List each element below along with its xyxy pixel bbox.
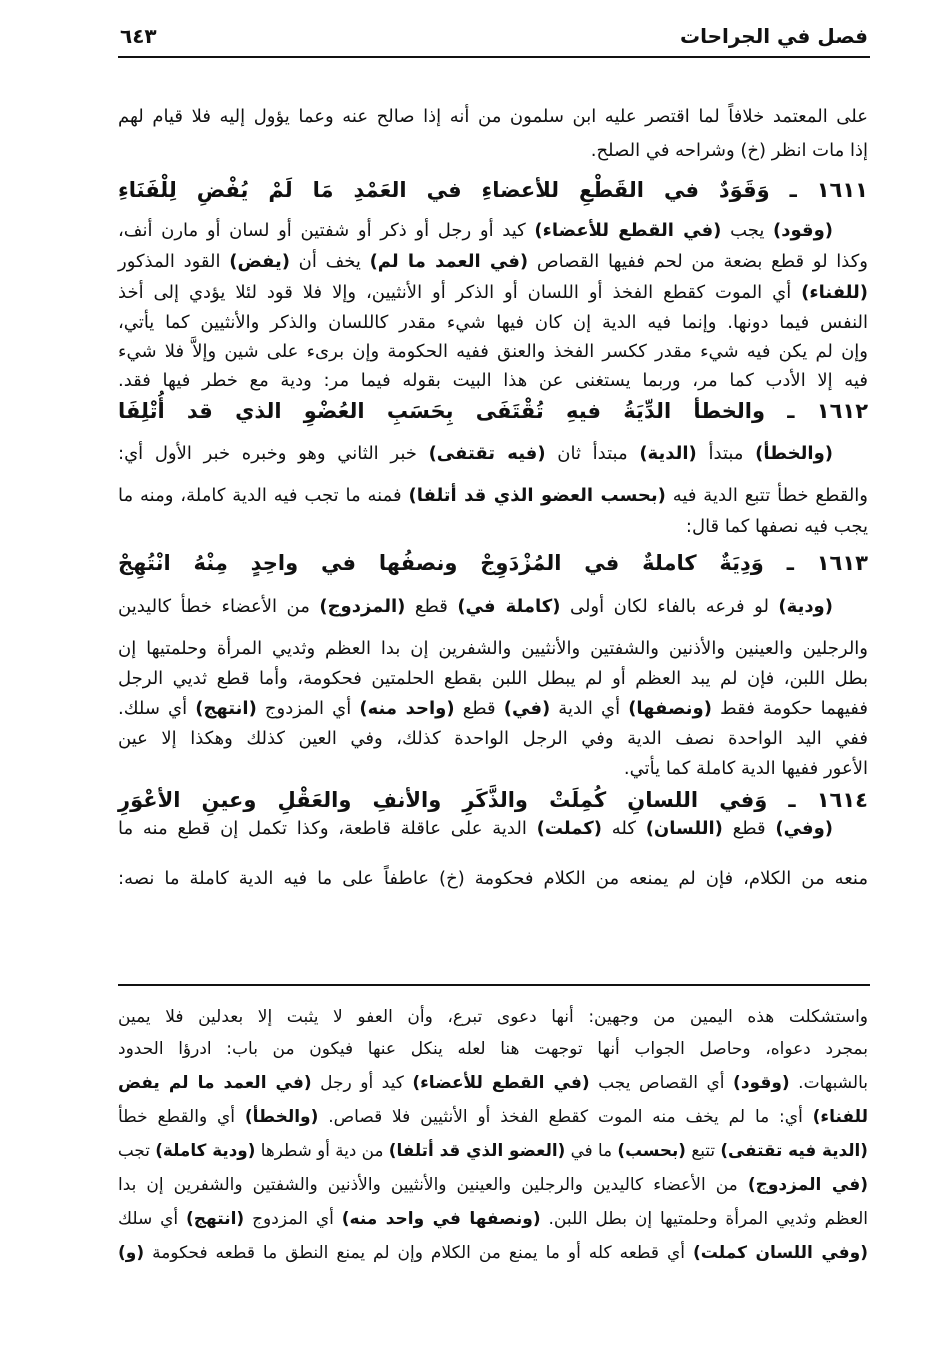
bold-phrase: (كملت) xyxy=(536,818,602,839)
bold-phrase: (في) xyxy=(503,698,551,719)
bold-phrase: بِحَسَبِ العُضْوِ الذي قد أُتْلِفَا xyxy=(118,399,454,423)
text-line xyxy=(118,338,868,366)
line-content xyxy=(686,513,868,541)
text-run: بمجرد دعواه، وحاصل الجواب أنها توجهت هنا لعله ينكل عنها فيكون من باب: ادرؤا الحدود xyxy=(118,1039,868,1059)
footnote-line xyxy=(118,1069,868,1097)
text-run: فيه إلا الأدب كما مر، وربما يستغنى عن هذا البيت بقوله فيما مر: ودية مع خطر فيها فقد. xyxy=(118,370,868,391)
text-run: القود المذكور xyxy=(118,251,230,272)
footnote-line xyxy=(118,1137,868,1165)
text-line xyxy=(118,137,868,165)
line-content xyxy=(591,137,868,165)
bold-phrase: (يفض) xyxy=(229,251,290,272)
footnote-line xyxy=(118,1003,868,1031)
text-run: أي سلك. xyxy=(118,698,196,719)
line-content xyxy=(118,440,833,468)
text-run: النفس فيما دونها. وإنما فيه الدية إن كان فيها شيء مقدر كاللسان والذكر والأنثيين كما يأتي، xyxy=(118,312,868,333)
text-run: على المعتمد خلافاً لما اقتصر عليه ابن سلمون من أنه إذا صالح عنه وعما يؤول إليه فلا قيام لهم xyxy=(118,106,868,127)
text-run: مبتدأ ثان xyxy=(545,443,640,464)
text-line xyxy=(118,665,868,693)
text-run: إذا مات انظر (خ) وشراحه في الصلح. xyxy=(590,140,868,161)
line-content xyxy=(118,725,868,753)
bold-phrase: (واحد منه) xyxy=(359,698,455,719)
line-content xyxy=(624,755,868,783)
text-line xyxy=(118,103,868,131)
bold-phrase: (وفي اللسان كملت) xyxy=(693,1243,868,1263)
text-run: تجب xyxy=(118,1141,156,1161)
text-run: أي والقطع خطأ xyxy=(118,1107,245,1127)
line-content xyxy=(118,248,868,276)
text-run: فمنه ما تجب فيه الدية كاملة، ومنه ما xyxy=(118,485,409,506)
text-run: بالشبهات. xyxy=(789,1073,868,1093)
text-run: ففيهما حكومة فقط xyxy=(711,698,868,719)
line-content xyxy=(118,1103,868,1131)
bold-phrase: (انتهج) xyxy=(195,698,257,719)
bold-phrase: (ودية) xyxy=(778,596,833,617)
text-run: لو فرعه بالفاء لكان أولى xyxy=(560,596,779,617)
bold-phrase: (ونصفها) xyxy=(628,698,712,719)
bold-phrase: ١٦١٢ ـ والخطأ الدِّيَةُ فيهِ تُقْتَفَى xyxy=(475,399,869,423)
line-content xyxy=(118,1003,868,1031)
bold-phrase: (الدية فيه تقتفى) xyxy=(720,1141,868,1161)
page-number: ٦٤٣ xyxy=(120,24,157,48)
text-run: يجب xyxy=(721,220,774,241)
line-content xyxy=(118,309,868,337)
bold-phrase: ١٦١١ ـ وَقَوَدٌ في القَطْعِ للأعضاءِ xyxy=(481,178,869,202)
line-content xyxy=(118,1205,868,1233)
bold-phrase: (والخطأ) xyxy=(244,1107,319,1127)
bold-phrase: ١٦١٣ ـ وَدِيَةٌ كاملةٌ في المُزْدَوِجْ xyxy=(480,551,869,575)
bold-phrase: (العضو الذي قد أتلفا) xyxy=(388,1141,566,1161)
bold-phrase: (فيه تقتفى) xyxy=(428,443,546,464)
line-content xyxy=(118,1137,868,1165)
text-run: من دية أو شطرها xyxy=(255,1141,389,1161)
verse-line xyxy=(118,548,868,578)
bold-phrase: (والخطأ) xyxy=(755,443,833,464)
line-content xyxy=(118,175,868,205)
text-run: والقطع خطأ تتبع الدية فيه xyxy=(665,485,868,506)
bold-phrase: (انتهج) xyxy=(186,1209,245,1229)
text-run: ما في xyxy=(565,1141,618,1161)
bold-phrase: (للفناء) xyxy=(801,282,868,303)
text-run: كله xyxy=(602,818,646,839)
line-content xyxy=(118,865,868,893)
bold-phrase: ونصفُها في واحِدٍ مِنْهُ انْتُهِجْ xyxy=(118,551,458,575)
text-line xyxy=(118,755,868,783)
text-line xyxy=(118,309,868,337)
line-content xyxy=(118,217,833,245)
line-content xyxy=(118,1035,868,1063)
text-run xyxy=(454,399,476,423)
bold-phrase: (ودية كاملة) xyxy=(155,1141,256,1161)
text-line xyxy=(118,248,868,276)
text-run: يخف أن xyxy=(289,251,370,272)
bold-phrase: (اللسان) xyxy=(645,818,723,839)
text-run: منعه من الكلام، فإن لم يمنعه من الكلام فحكومة (خ) عاطفاً على ما فيه الدية كاملة ما نصه: xyxy=(118,868,868,889)
footnote-line xyxy=(118,1205,868,1233)
text-run: العظم وثديي المرأة وحلمتيها إن بطل اللبن. xyxy=(540,1209,868,1229)
text-line xyxy=(118,217,833,245)
text-run: تتبع xyxy=(686,1141,721,1161)
bold-phrase: (ونصفها في واحد منه) xyxy=(341,1209,541,1229)
line-content xyxy=(118,482,868,510)
text-run: أي قطعه كله أو ما يمنع من الكلام وإن لم يمنع النطق ما قطعه فحكومة xyxy=(144,1243,693,1263)
text-line xyxy=(118,725,868,753)
bold-phrase: (في العمد ما لم) xyxy=(369,251,529,272)
text-run: من الأعضاء خطأ كاليدين xyxy=(118,596,320,617)
footnote-line xyxy=(118,1035,868,1063)
text-run xyxy=(462,178,482,202)
text-line xyxy=(118,695,868,723)
footnote-line xyxy=(118,1103,868,1131)
line-content xyxy=(118,1239,868,1267)
text-line xyxy=(118,815,833,843)
text-run: وكذا لو قطع بضعة من لحم ففيها القصاص xyxy=(528,251,868,272)
text-run: أي القصاص يجب xyxy=(589,1073,734,1093)
bold-phrase: (في القطع للأعضاء) xyxy=(534,220,722,241)
line-content xyxy=(118,593,833,621)
text-run: الدية على عاقلة قاطعة، وكذا تكمل إن قطع منه ما xyxy=(118,818,537,839)
text-run: خبر الثاني وهو وخبره خبر الأول أي: xyxy=(118,443,429,464)
line-content xyxy=(118,635,868,663)
bold-phrase: (وفي) xyxy=(775,818,833,839)
bold-phrase: (بحسب العضو الذي قد أتلفا) xyxy=(408,485,666,506)
text-run: بطل اللبن، فإن لم يبد العظم أو لم يبطل اللبن بقطع الحلمتين فحكومة، وأما قطع ثديي الرجل xyxy=(118,668,868,689)
text-run xyxy=(457,551,480,575)
text-run: أي الموت كقطع الفخذ أو اللسان أو الذكر أو الأنثيين، وإلا فلا قود لئلا يؤدي إلى أخذ xyxy=(118,282,802,303)
text-run: يجب فيه نصفها كما قال: xyxy=(685,516,868,537)
text-run: أي المزدوج xyxy=(244,1209,342,1229)
line-content xyxy=(118,1171,868,1199)
line-content xyxy=(118,815,833,843)
text-run: مبتدأ xyxy=(696,443,756,464)
line-content xyxy=(118,338,868,366)
bold-phrase: (بحسب) xyxy=(617,1141,687,1161)
text-line xyxy=(118,635,868,663)
bold-phrase: (وقود) xyxy=(733,1073,790,1093)
line-content xyxy=(118,103,868,131)
text-run: كيد أو رجل أو ذكر أو شفتين أو لسان أو مارن أنف، xyxy=(118,220,535,241)
text-run: قطع xyxy=(405,596,458,617)
text-run: وإن لم يكن فيه شيء مقدر ككسر الفخذ والعنق ففيه الحكومة وإن برىء على شين وإلاَّ فلا شيء xyxy=(118,341,868,362)
bold-phrase: (المزدوج) xyxy=(319,596,406,617)
text-run: أي المزدوج xyxy=(256,698,360,719)
text-run: أي الدية xyxy=(550,698,629,719)
chapter-title: فصل في الجراحات xyxy=(679,24,868,48)
text-run: قطع xyxy=(722,818,776,839)
footnote-line xyxy=(118,1239,868,1267)
text-line xyxy=(118,367,868,395)
text-run: ففي اليد الواحدة نصف الدية وفي الرجل الواحدة كذلك، وفي العين كذلك وهكذا إلا عين xyxy=(118,728,868,749)
bold-phrase: والأنفِ والعَقْلِ وعينِ الأعْوَرِ xyxy=(118,788,442,812)
verse-line xyxy=(118,175,868,205)
bold-phrase: للفناء) xyxy=(812,1107,868,1127)
text-line xyxy=(118,279,868,307)
bold-phrase: (وقود) xyxy=(773,220,833,241)
text-run: واستشكلت هذه اليمين من وجهين: أنها دعوى تبرع، وأن العفو لا يثبت إلا بعدلين فلا يمين xyxy=(118,1007,868,1027)
text-run: قطع xyxy=(454,698,504,719)
text-line xyxy=(118,440,833,468)
line-content xyxy=(118,1069,868,1097)
bold-phrase: (في القطع للأعضاء) xyxy=(412,1073,590,1093)
text-run xyxy=(441,788,462,812)
line-content xyxy=(118,367,868,395)
bold-phrase: (الدية) xyxy=(639,443,697,464)
text-run: والرجلين والعينين والأذنين والشفتين والأنثيين والشفرين إن بدا العظم وثديي المرأة وحلمتيها إن xyxy=(118,638,868,659)
text-run: الأعور ففيها الدية كاملة كما يأتي. xyxy=(623,758,868,779)
text-run: من الأعضاء كاليدين والرجلين والعينين والأنثيين والأذنين والشفتين والشفرين إن بدا xyxy=(118,1175,748,1195)
line-content xyxy=(118,785,868,815)
verse-line xyxy=(118,396,868,426)
bold-phrase: (و) xyxy=(118,1243,145,1263)
text-run: أي سلك xyxy=(118,1209,187,1229)
bold-phrase: (كاملة في) xyxy=(457,596,561,617)
line-content xyxy=(118,396,868,426)
footnote-divider xyxy=(118,984,870,986)
verse-line xyxy=(118,785,868,815)
text-run: أي: ما لم يخف منه الموت كقطع الفخذ أو الأنثيين فلا قصاص. xyxy=(318,1107,813,1127)
line-content xyxy=(118,695,868,723)
text-run: كيد أو رجل xyxy=(311,1073,413,1093)
text-line xyxy=(118,513,868,541)
text-line xyxy=(118,482,868,510)
line-content xyxy=(118,548,868,578)
text-line xyxy=(118,865,868,893)
bold-phrase: في العَمْدِ مَا لَمْ يُفْضِ لِلْفَنَاءِ xyxy=(118,178,462,202)
footnote-line xyxy=(118,1171,868,1199)
line-content xyxy=(118,279,868,307)
header-divider xyxy=(118,56,870,58)
bold-phrase: (في العمد ما لم يفض xyxy=(118,1073,312,1093)
bold-phrase: (في المزدوج) xyxy=(747,1175,868,1195)
bold-phrase: ١٦١٤ ـ وَفي اللسانِ كُمِلَتْ والذَّكَرِ xyxy=(462,788,868,812)
text-line xyxy=(118,593,833,621)
line-content xyxy=(118,665,868,693)
